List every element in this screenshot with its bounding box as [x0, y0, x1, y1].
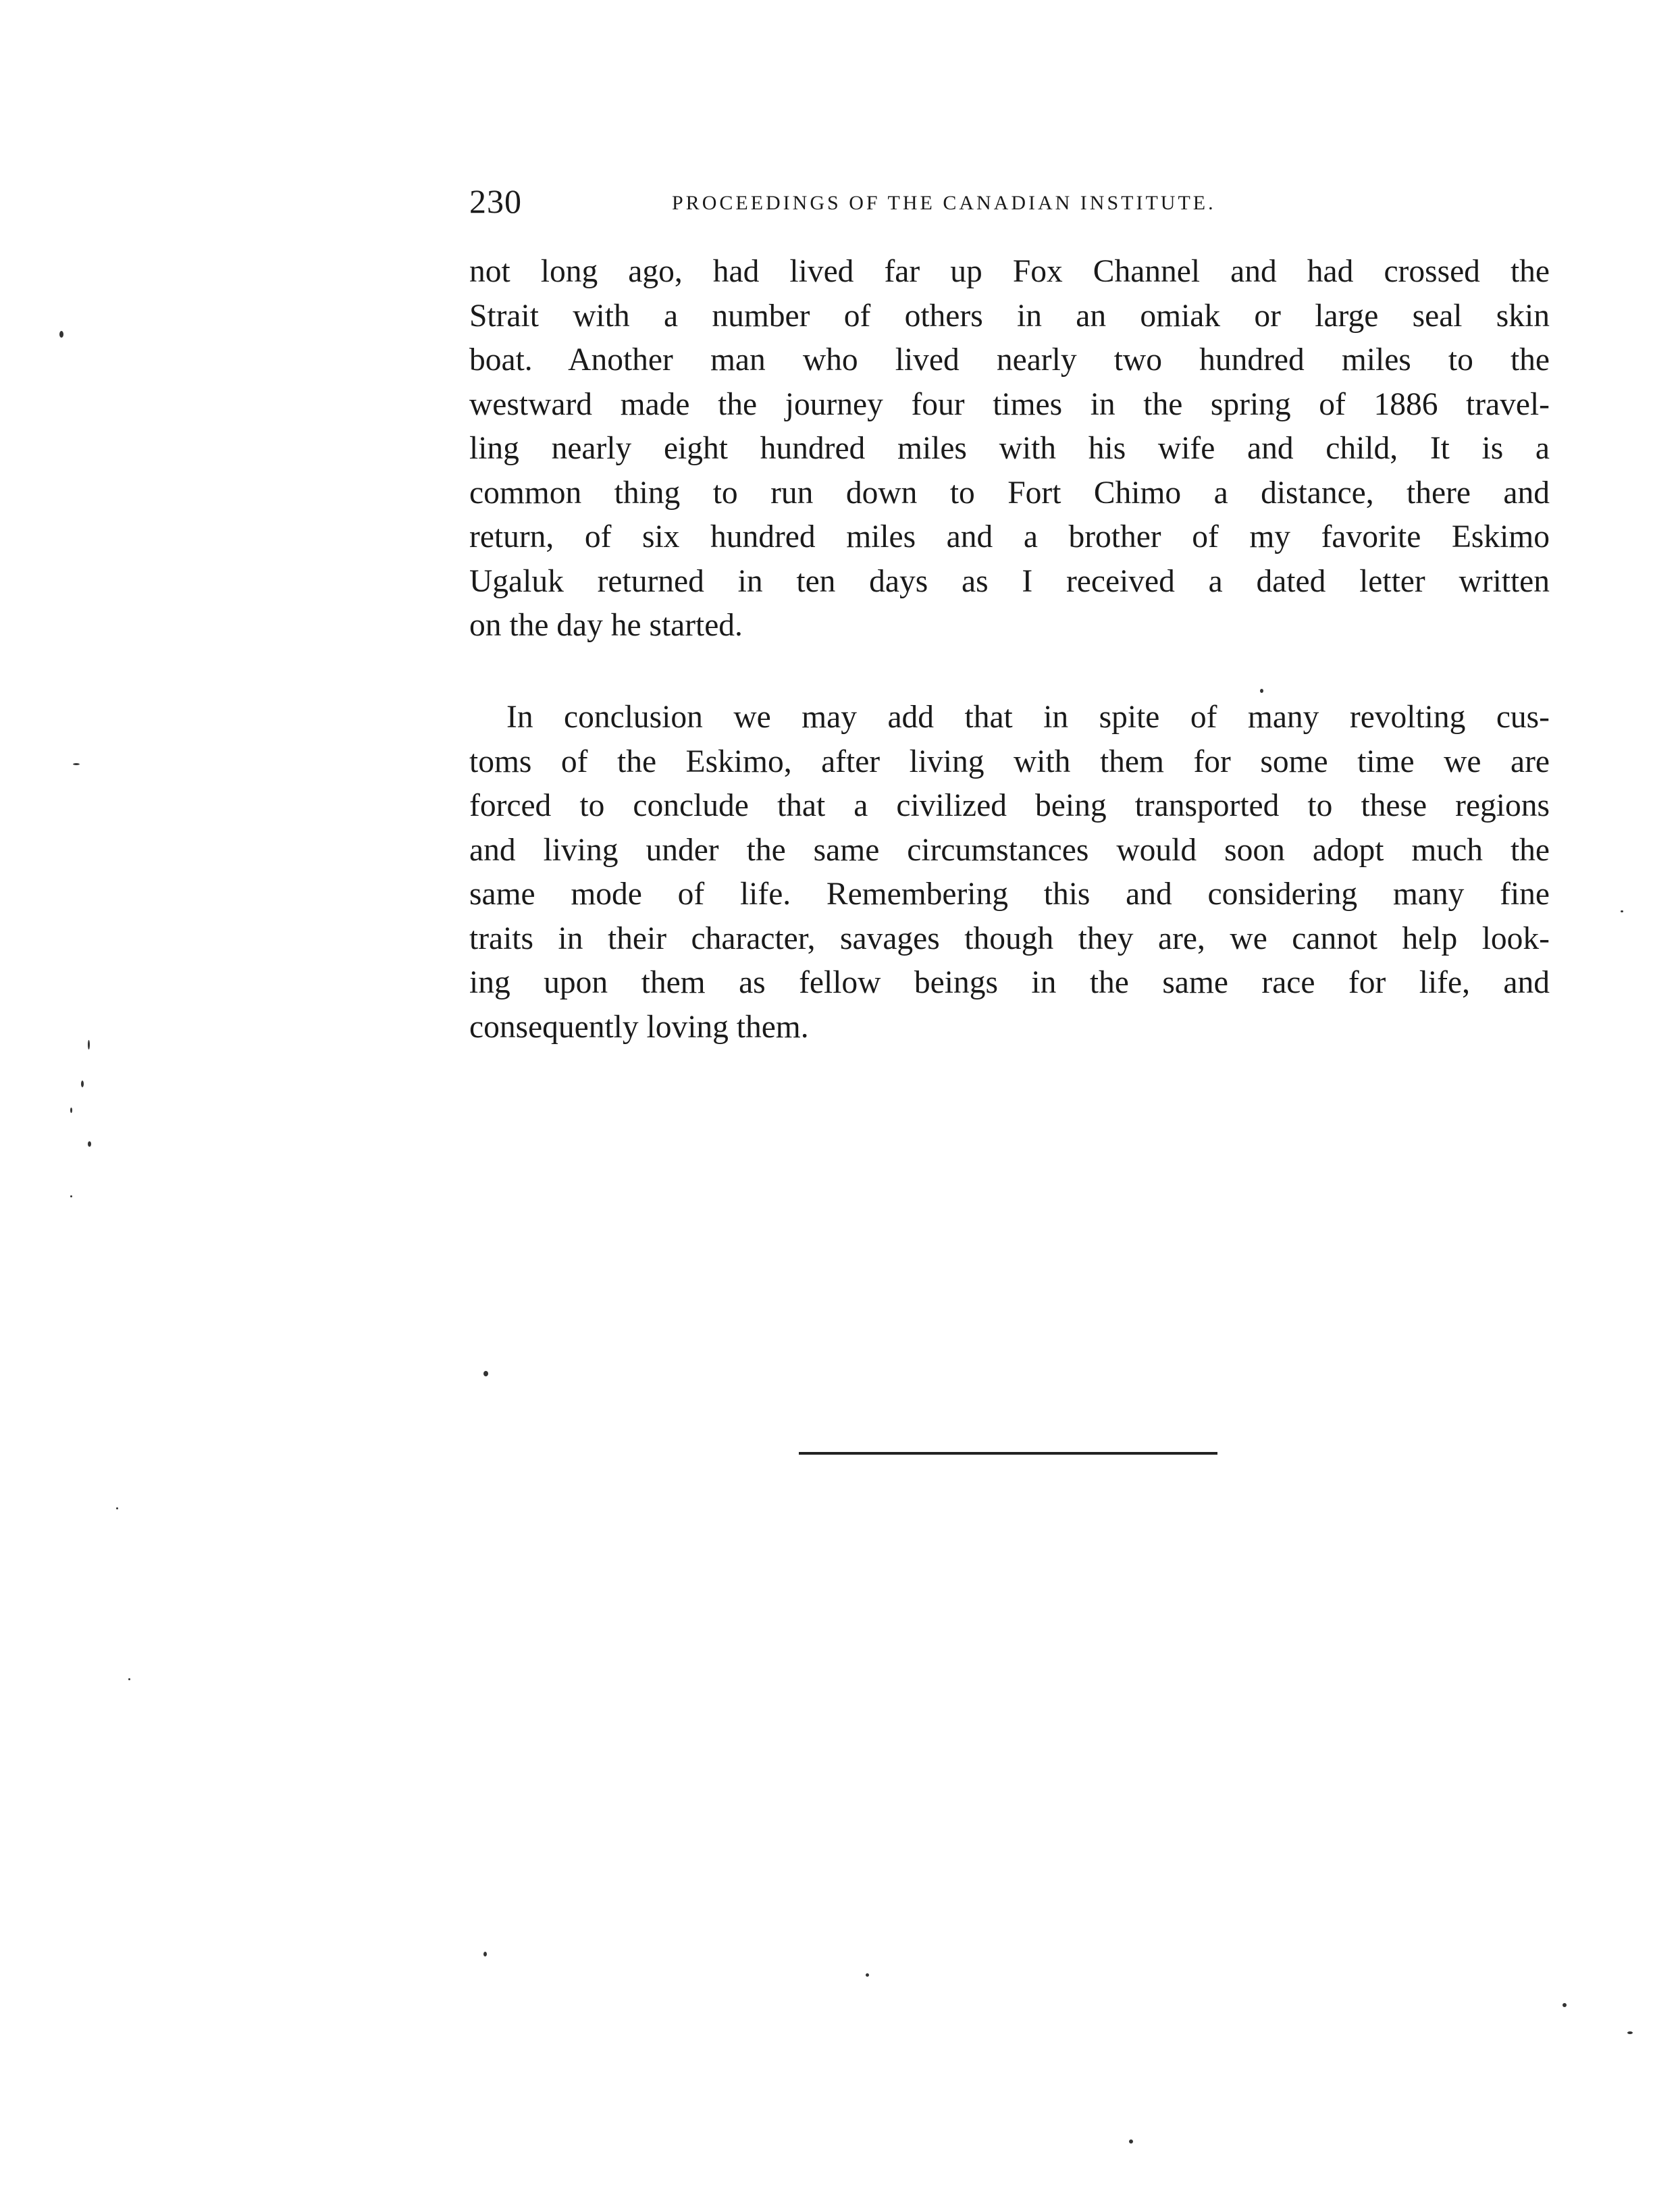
scan-speck [59, 331, 63, 338]
scan-speck [128, 1678, 130, 1680]
paragraph-2 [469, 696, 1550, 1049]
running-head-title: PROCEEDINGS OF THE CANADIAN INSTITUTE. [672, 192, 1216, 214]
text-line: consequently loving them. [469, 1009, 809, 1045]
running-head [469, 181, 1367, 222]
text-line: toms of the Eskimo, after living with them for some time we are [469, 744, 1550, 779]
section-end-rule [799, 1452, 1217, 1455]
text-line: In conclusion we may add that in spite of many revolting cus- [506, 700, 1550, 735]
scan-speck [81, 1081, 84, 1087]
scan-speck [70, 1108, 72, 1113]
scan-speck [483, 1952, 487, 1956]
text-line: return, of six hundred miles and a brother of my favorite Eskimo [469, 519, 1550, 554]
text-line: and living under the same circumstances would soon adopt much the [469, 832, 1550, 868]
scan-speck [483, 1371, 488, 1376]
text-line: traits in their character, savages though they are, we cannot help look- [469, 920, 1550, 956]
scan-speck [116, 1507, 118, 1509]
text-line: Strait with a number of others in an omiak or large seal skin [469, 298, 1550, 334]
scan-speck [1563, 2003, 1567, 2007]
text-line: boat. Another man who lived nearly two hundred miles to the [469, 342, 1550, 378]
scan-speck [1621, 910, 1623, 912]
scan-speck [88, 1040, 90, 1049]
text-line: Ugaluk returned in ten days as I received a dated letter written [469, 563, 1550, 599]
text-line: ing upon them as fellow beings in the same race for life, and [469, 965, 1550, 1000]
scan-speck [866, 1973, 869, 1977]
scan-speck [88, 1141, 91, 1147]
text-line: on the day he started. [469, 608, 743, 643]
scan-speck [1129, 2139, 1133, 2144]
text-line: not long ago, had lived far up Fox Channel and had crossed the [469, 254, 1550, 289]
scan-speck [70, 1195, 72, 1197]
text-line: forced to conclude that a civilized being transported to these regions [469, 788, 1550, 823]
scan-speck [1627, 2031, 1633, 2034]
page-number: 230 [469, 182, 522, 220]
text-line: ling nearly eight hundred miles with his wife and child, It is a [469, 431, 1550, 466]
text-line: common thing to run down to Fort Chimo a distance, there and [469, 475, 1550, 511]
text-line: same mode of life. Remembering this and considering many fine [469, 877, 1550, 912]
text-line: westward made the journey four times in the spring of 1886 travel- [469, 386, 1550, 422]
paragraph-1 [469, 250, 1550, 648]
scan-speck [1260, 689, 1263, 693]
scan-speck [73, 763, 80, 765]
